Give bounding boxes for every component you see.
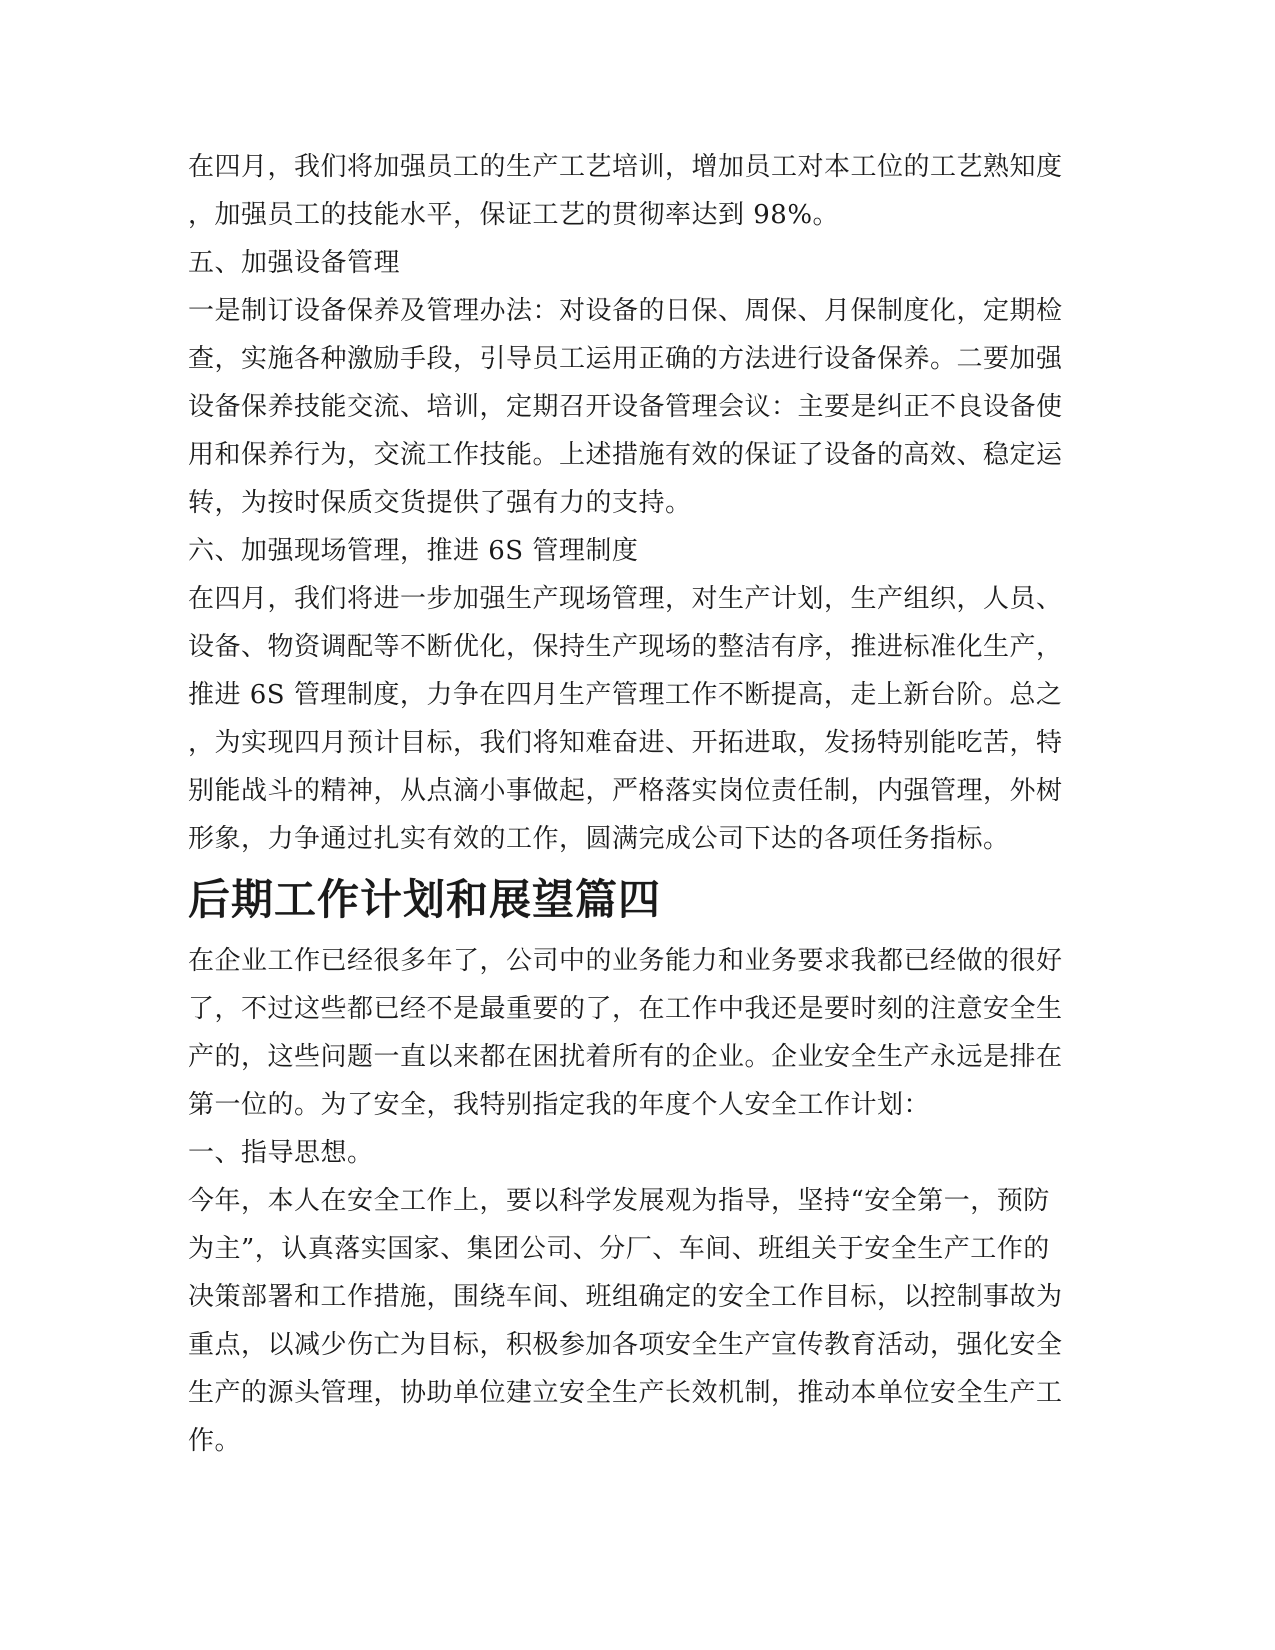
text-line: 在企业工作已经很多年了，公司中的业务能力和业务要求我都已经做的很好: [188, 946, 1063, 976]
text-line: 在四月，我们将进一步加强生产现场管理，对生产计划，生产组织，人员、: [188, 584, 1063, 614]
text-line: 推进 6S 管理制度，力争在四月生产管理工作不断提高，走上新台阶。总之: [188, 680, 1063, 710]
text-line: 重点，以减少伤亡为目标，积极参加各项安全生产宣传教育活动，强化安全: [188, 1330, 1063, 1360]
text-line: ，加强员工的技能水平，保证工艺的贯彻率达到 98%。: [188, 200, 840, 230]
text-line: 在四月，我们将加强员工的生产工艺培训，增加员工对本工位的工艺熟知度: [188, 152, 1063, 182]
text-line: 设备保养技能交流、培训，定期召开设备管理会议：主要是纠正不良设备使: [188, 392, 1063, 422]
chapter-heading: 后期工作计划和展望篇四: [188, 875, 662, 924]
text-line: 了，不过这些都已经不是最重要的了，在工作中我还是要时刻的注意安全生: [188, 994, 1063, 1024]
text-line: 今年，本人在安全工作上，要以科学发展观为指导，坚持“安全第一，预防: [188, 1186, 1050, 1216]
section-title-guiding-ideology: 一、指导思想。: [188, 1138, 374, 1168]
section-title-site-management: 六、加强现场管理，推进 6S 管理制度: [188, 536, 639, 566]
text-line: 一是制订设备保养及管理办法：对设备的日保、周保、月保制度化，定期检: [188, 296, 1063, 326]
section-title-equipment: 五、加强设备管理: [188, 248, 401, 278]
text-line: 第一位的。为了安全，我特别指定我的年度个人安全工作计划：: [188, 1090, 931, 1120]
text-line: 转，为按时保质交货提供了强有力的支持。: [188, 488, 692, 518]
text-line: 形象，力争通过扎实有效的工作，圆满完成公司下达的各项任务指标。: [188, 824, 1010, 854]
text-line: ，为实现四月预计目标，我们将知难奋进、开拓进取，发扬特别能吃苦，特: [188, 728, 1063, 758]
text-line: 别能战斗的精神，从点滴小事做起，严格落实岗位责任制，内强管理，外树: [188, 776, 1063, 806]
text-line: 产的，这些问题一直以来都在困扰着所有的企业。企业安全生产永远是排在: [188, 1042, 1063, 1072]
text-line: 用和保养行为，交流工作技能。上述措施有效的保证了设备的高效、稳定运: [188, 440, 1063, 470]
text-line: 查，实施各种激励手段，引导员工运用正确的方法进行设备保养。二要加强: [188, 344, 1063, 374]
document-body: [188, 143, 1088, 1465]
text-line: 决策部署和工作措施，围绕车间、班组确定的安全工作目标，以控制事故为: [188, 1282, 1063, 1312]
text-line: 设备、物资调配等不断优化，保持生产现场的整洁有序，推进标准化生产，: [188, 632, 1063, 662]
text-line: 作。: [188, 1426, 242, 1456]
text-line: 为主”，认真落实国家、集团公司、分厂、车间、班组关于安全生产工作的: [188, 1234, 1050, 1264]
text-line: 生产的源头管理，协助单位建立安全生产长效机制，推动本单位安全生产工: [188, 1378, 1063, 1408]
